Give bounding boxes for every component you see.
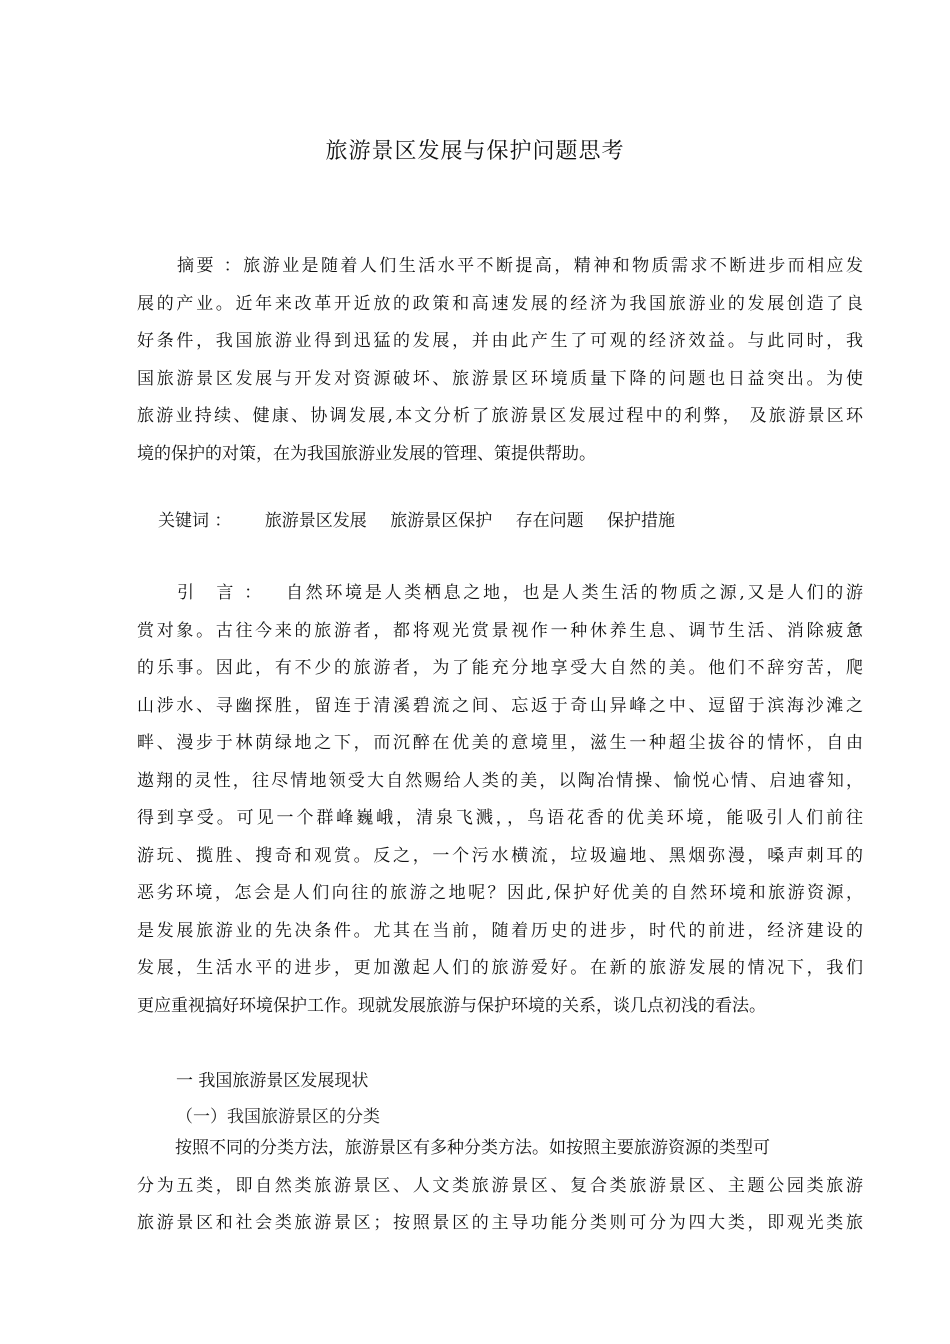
abstract-line: 展的产业。近年来改革开近放的政策和高速发展的经济为我国旅游业的发展创造了良 [137, 293, 863, 314]
intro-line: 遨翔的灵性，往尽情地领受大自然赐给人类的美，以陶冶情操、愉悦心情、启迪睿知， [137, 770, 863, 791]
abstract-line: 摘要 ：旅游业是随着人们生活水平不断提高，精神和物质需求不断进步而相应发 [137, 248, 863, 286]
section-line: 旅游景区和社会类旅游景区；按照景区的主导功能分类则可分为四大类，即观光类旅 [137, 1213, 863, 1233]
keyword-item: 旅游景区发展 [264, 511, 367, 531]
abstract-line: 好条件，我国旅游业得到迅猛的发展，并由此产生了可观的经济效益。与此同时，我 [137, 331, 863, 351]
intro-line: 恶劣环境，怎会是人们向往的旅游之地呢？因此,保护好优美的自然环境和旅游资源， [137, 883, 863, 903]
intro-line: 是发展旅游业的先决条件。尤其在当前，随着历史的进步，时代的前进，经济建设的 [137, 920, 863, 941]
keyword-item: 旅游景区保护 [390, 511, 493, 531]
section-line: 按照不同的分类方法，旅游景区有多种分类方法。如按照主要旅游资源的类型可 [175, 1138, 770, 1158]
intro-label: 引 言 ： [177, 583, 264, 603]
abstract-line: 旅游业持续、健康、协调发展,本文分析了旅游景区发展过程中的利弊， 及旅游景区环 [137, 406, 863, 426]
intro-line: 引 言 ： 自然环境是人类栖息之地，也是人类生活的物质之源,又是人们的游 [137, 575, 863, 613]
intro-line: 山涉水、寻幽探胜，留连于清溪碧流之间、忘返于奇山异峰之中、逗留于滨海沙滩之 [137, 695, 863, 716]
keywords-label: 关键词 ： [158, 511, 232, 531]
abstract-paragraph [137, 248, 863, 473]
section-heading: 一 我国旅游景区发展现状 [176, 1071, 369, 1091]
abstract-line: 境的保护的对策，在为我国旅游业发展的管理、策提供帮助。 [137, 443, 596, 464]
keyword-item: 保护措施 [607, 511, 676, 531]
intro-line: 赏对象。古往今来的旅游者，都将观光赏景视作一种休养生息、调节生活、消除疲惫 [137, 620, 863, 641]
section-paragraph [137, 1130, 863, 1243]
abstract-label: 摘要 ： [177, 256, 244, 276]
intro-line: 发展，生活水平的进步，更加激起人们的旅游爱好。在新的旅游发展的情况下，我们 [137, 958, 863, 978]
keywords-row [158, 506, 693, 531]
intro-paragraph [137, 575, 863, 1025]
intro-line: 的乐事。因此，有不少的旅游者，为了能充分地享受大自然的美。他们不辞穷苦，爬 [137, 658, 863, 678]
abstract-line: 国旅游景区发展与开发对资源破坏、旅游景区环境质量下降的问题也日益突出。为使 [137, 368, 863, 389]
intro-line: 得到享受。可见一个群峰巍峨，清泉飞溅，，鸟语花香的优美环境，能吸引人们前往 [137, 808, 863, 828]
keyword-item: 存在问题 [515, 511, 584, 531]
intro-line: 游玩、揽胜、搜奇和观赏。反之，一个污水横流，垃圾遍地、黑烟弥漫，嗓声刺耳的 [137, 845, 863, 866]
subsection-heading: （一）我国旅游景区的分类 [176, 1107, 380, 1127]
intro-line: 畔、漫步于林荫绿地之下，而沉醉在优美的意境里，滋生一种超尘拔谷的情怀，自由 [137, 733, 863, 753]
section-line: 分为五类，即自然类旅游景区、人文类旅游景区、复合类旅游景区、主题公园类旅游 [137, 1175, 863, 1196]
document-title: 旅游景区发展与保护问题思考 [325, 139, 625, 164]
intro-line: 更应重视搞好环境保护工作。现就发展旅游与保护环境的关系，谈几点初浅的看法。 [137, 995, 766, 1016]
